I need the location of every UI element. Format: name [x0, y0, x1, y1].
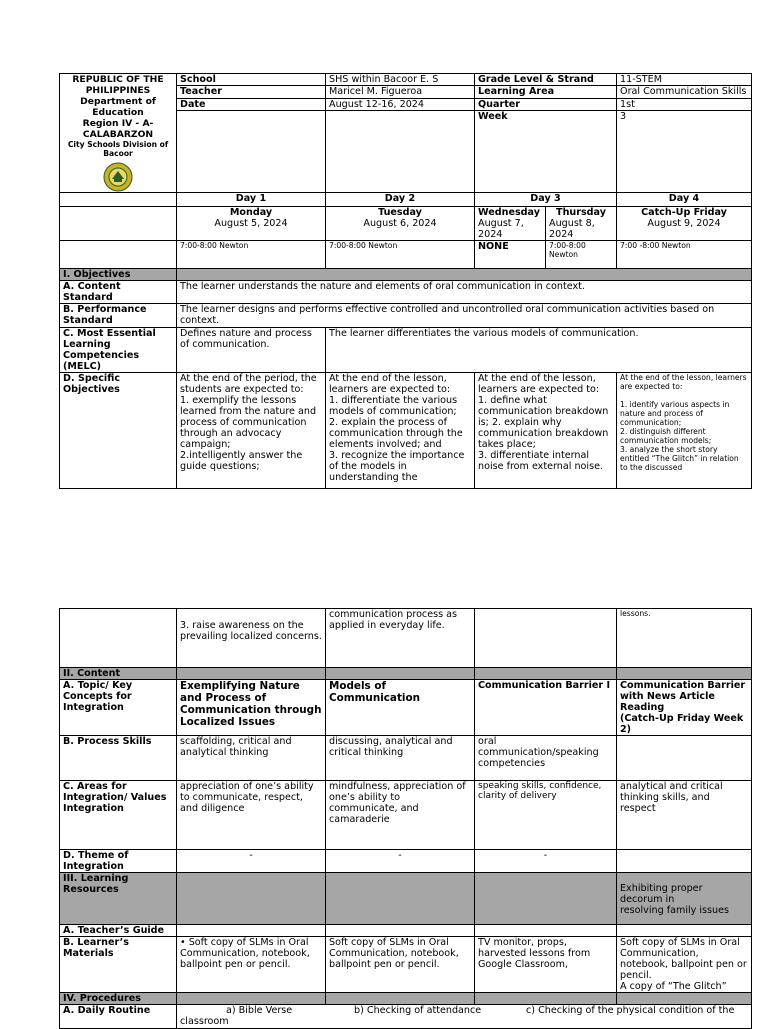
section-fill: [177, 269, 752, 281]
teacher-value: Maricel M. Figueroa: [326, 86, 475, 98]
day4-time: 7:00 -8:00 Newton: [617, 241, 752, 269]
materials-day4: Soft copy of SLMs in Oral Communication, notebook, ballpoint pen or pencil. A copy of “The Glitch”: [617, 937, 752, 993]
day2-date: August 6, 2024: [363, 218, 437, 229]
day3b-date-cell: [546, 207, 617, 241]
resources-day4: Exhibiting proper decorum in resolving family issues: [620, 883, 730, 916]
blank-cell: [177, 925, 326, 937]
content-standard-value: The learner understands the nature and elements of oral communication in context.: [177, 281, 752, 304]
section-fill: [326, 873, 475, 925]
objectives-section: I. Objectives: [60, 269, 177, 281]
materials-day2: Soft copy of SLMs in Oral Communication, notebook, ballpoint pen or pencil.: [326, 937, 475, 993]
school-value: SHS within Bacoor E. S: [326, 74, 475, 86]
section-fill: [177, 668, 326, 680]
day3a-time: NONE: [475, 241, 546, 269]
routine-d: classroom: [180, 1016, 229, 1027]
area-value: Oral Communication Skills: [617, 86, 752, 98]
routine-a: a) Bible Verse: [226, 1005, 293, 1016]
blank-cell: [60, 241, 177, 269]
resources-day4-cell: [617, 873, 752, 925]
dll-page1-table: [59, 73, 752, 489]
skills-day2: discussing, analytical and critical thinking: [326, 736, 475, 781]
header-logo-cell: [60, 74, 177, 193]
blank-cell: [60, 609, 177, 668]
theme-day1: -: [177, 850, 326, 873]
day2-time: 7:00-8:00 Newton: [326, 241, 475, 269]
melc-label: C. Most Essential Learning Competencies (MELC): [60, 328, 177, 373]
theme-day3: -: [475, 850, 617, 873]
day3b-date: August 8, 2024: [549, 218, 595, 240]
melc-rest: The learner differentiates the various models of communication.: [326, 328, 752, 373]
performance-standard-value: The learner designs and performs effective controlled and uncontrolled oral communication activities based on context.: [177, 304, 752, 328]
skills-day3: oral communication/speaking competencies: [475, 736, 617, 781]
week-label: Week: [475, 110, 617, 192]
section-fill: [617, 993, 752, 1005]
day1-time: 7:00-8:00 Newton: [177, 241, 326, 269]
day2-header: Day 2: [326, 193, 475, 207]
blank-cell: [326, 110, 475, 192]
blank-cell: [326, 925, 475, 937]
cont-day1-text: 3. raise awareness on the prevailing localized concerns.: [180, 620, 322, 642]
grade-value: 11-STEM: [617, 74, 752, 86]
topic-day3: Communication Barrier I: [475, 680, 617, 736]
materials-day1: • Soft copy of SLMs in Oral Communication, notebook, ballpoint pen or pencil.: [177, 937, 326, 993]
section-fill: [177, 993, 326, 1005]
section-fill: [177, 873, 326, 925]
procedures-section: IV. Procedures: [60, 993, 177, 1005]
date-label: Date: [177, 98, 326, 110]
department-text: Department of Education: [80, 96, 156, 118]
day3b-time: 7:00-8:00 Newton: [546, 241, 617, 269]
republic-text: REPUBLIC OF THE PHILIPPINES: [72, 74, 164, 96]
day4-date: August 9, 2024: [647, 218, 721, 229]
areas-day1: appreciation of one’s ability to communicate, respect, and diligence: [177, 781, 326, 850]
blank-cell: [617, 925, 752, 937]
cont-day2: communication process as applied in everyday life.: [326, 609, 475, 668]
teacher-label: Teacher: [177, 86, 326, 98]
melc-day1: Defines nature and process of communication.: [177, 328, 326, 373]
areas-day4: analytical and critical thinking skills, and respect: [617, 781, 752, 850]
materials-day3: TV monitor, props, harvested lessons from Google Classroom,: [475, 937, 617, 993]
section-fill: [475, 668, 617, 680]
date-value: August 12-16, 2024: [326, 98, 475, 110]
topic-day2: Models of Communication: [326, 680, 475, 736]
division-text: City Schools Division of Bacoor: [67, 140, 169, 158]
blank-cell: [60, 207, 177, 241]
teachers-guide-label: A. Teacher’s Guide: [60, 925, 177, 937]
day4-name: Catch-Up Friday: [641, 207, 727, 218]
section-fill: [326, 668, 475, 680]
cont-day4: lessons.: [617, 609, 752, 668]
specific-day2: At the end of the lesson, learners are expected to: 1. differentiate the various models of communication; 2. explain the process of communication through the elements involved; and 3. recognize the importance of the models in understanding the: [326, 373, 475, 489]
week-value: 3: [617, 110, 752, 192]
content-section: II. Content: [60, 668, 177, 680]
specific-objectives-label: D. Specific Objectives: [60, 373, 177, 489]
content-standard-label: A. Content Standard: [60, 281, 177, 304]
blank-cell: [617, 736, 752, 781]
specific-day3: At the end of the lesson, learners are expected to: 1. define what communication breakdown is; 2. explain why communication breakdown takes place; 3. differentiate internal noise from external noise.: [475, 373, 617, 489]
routine-b: b) Checking of attendance: [354, 1005, 482, 1016]
topic-day1: Exemplifying Nature and Process of Communication through Localized Issues: [177, 680, 326, 736]
blank-cell: [60, 193, 177, 207]
blank-cell: [475, 609, 617, 668]
skills-day1: scaffolding, critical and analytical thinking: [177, 736, 326, 781]
quarter-value: 1st: [617, 98, 752, 110]
blank-cell: [177, 110, 326, 192]
day1-date-cell: [177, 207, 326, 241]
deped-seal-icon: [103, 162, 133, 192]
grade-label: Grade Level & Strand: [475, 74, 617, 86]
process-skills-label: B. Process Skills: [60, 736, 177, 781]
day3b-name: Thursday: [556, 207, 606, 218]
section-fill: [617, 668, 752, 680]
day3-header: Day 3: [475, 193, 617, 207]
routine-c: c) Checking of the physical condition of the: [526, 1005, 735, 1016]
resources-section: III. Learning Resources: [60, 873, 177, 925]
cont-day1: [177, 609, 326, 668]
day2-name: Tuesday: [378, 207, 422, 218]
dll-page2-table: [59, 608, 752, 1029]
areas-day3: speaking skills, confidence, clarity of delivery: [475, 781, 617, 850]
theme-label: D. Theme of Integration: [60, 850, 177, 873]
day3a-date: August 7, 2024: [478, 218, 524, 240]
section-fill: [475, 873, 617, 925]
performance-standard-label: B. Performance Standard: [60, 304, 177, 328]
blank-cell: [475, 925, 617, 937]
day1-date: August 5, 2024: [214, 218, 288, 229]
area-label: Learning Area: [475, 86, 617, 98]
specific-day1: At the end of the period, the students are expected to: 1. exemplify the lessons learned from the nature and process of communication through an advocacy campaign; 2.intelligently answer the guide questions;: [177, 373, 326, 489]
region-text: Region IV - A- CALABARZON: [82, 118, 154, 140]
section-fill: [475, 993, 617, 1005]
areas-label: C. Areas for Integration/ Values Integration: [60, 781, 177, 850]
day1-header: Day 1: [177, 193, 326, 207]
day2-date-cell: [326, 207, 475, 241]
school-label: School: [177, 74, 326, 86]
day4-date-cell: [617, 207, 752, 241]
areas-day2: mindfulness, appreciation of one’s ability to communicate, and camaraderie: [326, 781, 475, 850]
day1-name: Monday: [229, 207, 273, 218]
day3a-name: Wednesday: [478, 207, 540, 218]
day4-header: Day 4: [617, 193, 752, 207]
section-fill: [326, 993, 475, 1005]
theme-day2: -: [326, 850, 475, 873]
specific-day4: At the end of the lesson, learners are expected to: 1. identify various aspects in nature and process of communication; 2. distinguish different communication models; 3. analyze the short story entitled “The Glitch” in relation to the discussed: [617, 373, 752, 489]
topic-label: A. Topic/ Key Concepts for Integration: [60, 680, 177, 736]
daily-routine-label: A. Daily Routine: [60, 1005, 177, 1029]
quarter-label: Quarter: [475, 98, 617, 110]
blank-cell: [617, 850, 752, 873]
learners-materials-label: B. Learner’s Materials: [60, 937, 177, 993]
daily-routine-value: [177, 1005, 752, 1029]
day3a-date-cell: [475, 207, 546, 241]
topic-day4: Communication Barrier with News Article Reading (Catch-Up Friday Week 2): [617, 680, 752, 736]
